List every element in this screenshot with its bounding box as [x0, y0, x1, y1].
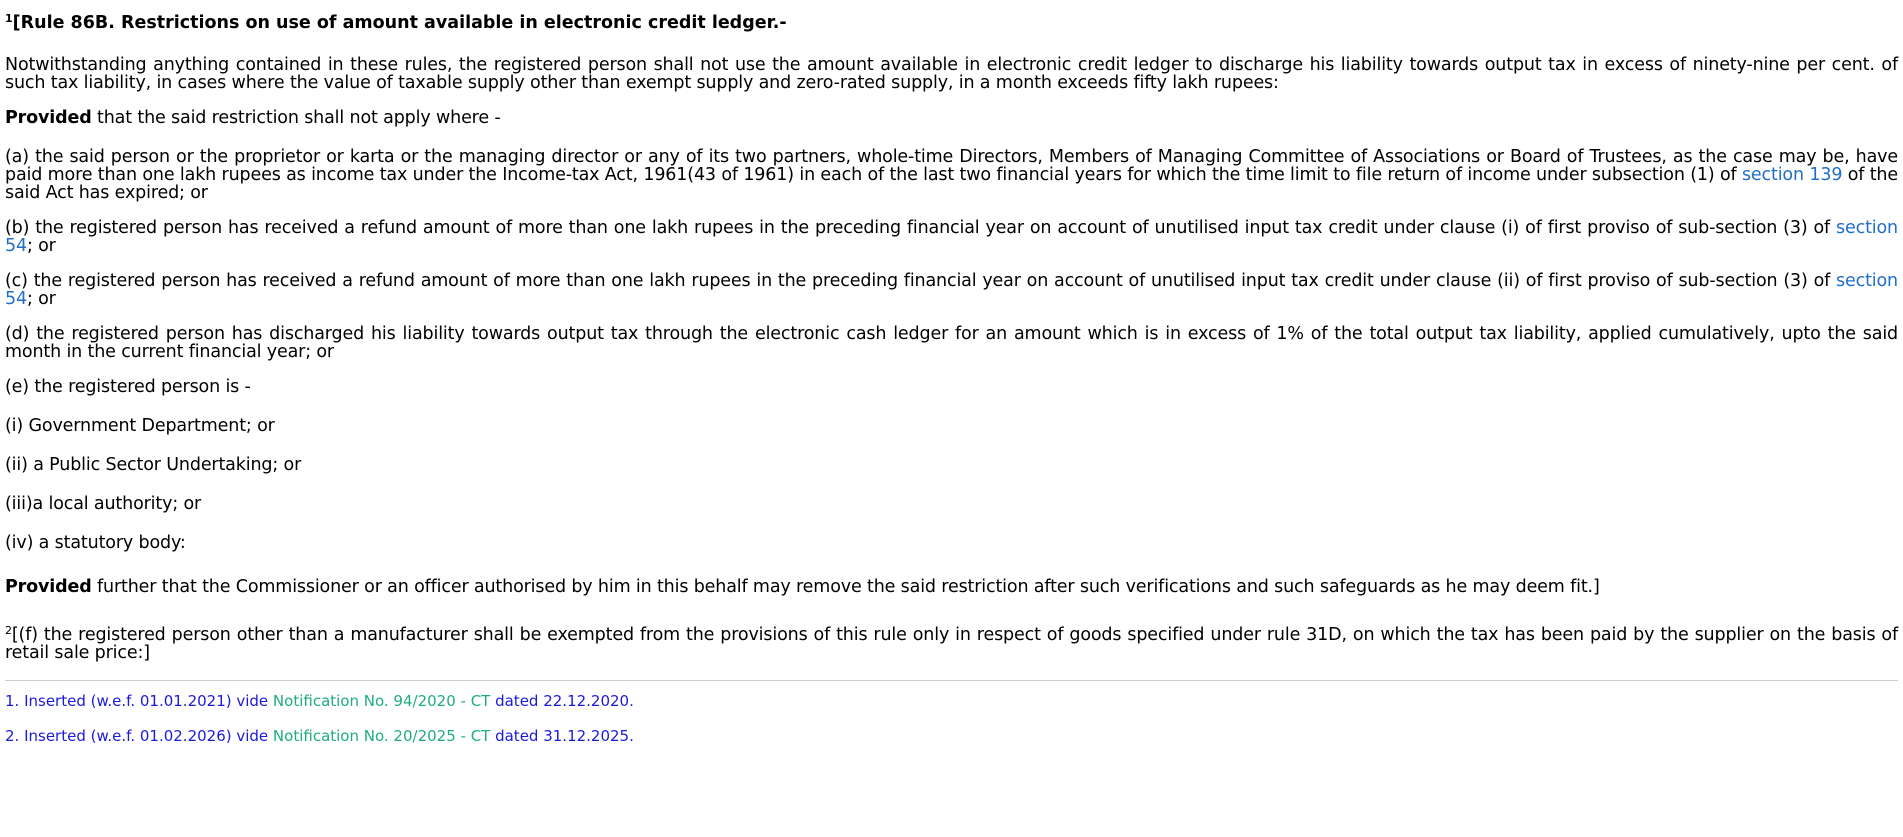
footnote-2-suffix: dated 31.12.2025.: [490, 727, 634, 745]
clause-d: (d) the registered person has discharged his liability towards output tax through the electronic cash ledger for an amount which is in excess of 1% of the total output tax liability, applied cumulatively, upto the said month in the current financial year; or: [5, 324, 1898, 362]
notification-20-2025-link[interactable]: Notification No. 20/2025 - CT: [272, 727, 491, 745]
clause-b-text: (b) the registered person has received a refund amount of more than one lakh rupees in the preceding financial year on account of unutilised input tax credit under clause (i) of first proviso of sub-section (3) of: [5, 218, 1837, 238]
proviso-further-lead: Provided: [5, 577, 92, 597]
clause-b: [5, 219, 1898, 255]
sub-clause-iv: (iv) a statutory body:: [5, 533, 186, 553]
footnote-2-prefix: 2. Inserted (w.e.f. 01.02.2026) vide: [5, 727, 273, 745]
section-54-link[interactable]: section 54: [5, 218, 1898, 256]
footnote-1: [5, 693, 1898, 710]
proviso-text: that the said restriction shall not apply where -: [91, 108, 501, 128]
footnote-marker-1[interactable]: 1: [5, 12, 13, 25]
clause-b-tail: ; or: [26, 236, 56, 256]
section-54-link[interactable]: section 54: [5, 271, 1898, 309]
rule-title-text: [Rule 86B. Restrictions on use of amount available in electronic credit ledger.-: [12, 13, 787, 33]
clause-c-text: (c) the registered person has received a refund amount of more than one lakh rupees in the preceding financial year on account of unutilised input tax credit under clause (ii) of first proviso of sub-section (3) of: [5, 271, 1837, 291]
clause-f: [5, 622, 1898, 662]
clause-f-text: [(f) the registered person other than a manufacturer shall be exempted from the provisions of this rule only in respect of goods specified under rule 31D, on which the tax has been paid by the supplier on the basis of retail sale price:]: [5, 625, 1898, 663]
sub-clause-iii: (iii)a local authority; or: [5, 494, 202, 514]
clause-e: (e) the registered person is -: [5, 377, 251, 397]
footnote-marker-2[interactable]: 2: [5, 624, 12, 637]
proviso-lead: Provided: [5, 108, 92, 128]
notification-94-2020-link[interactable]: Notification No. 94/2020 - CT: [272, 692, 491, 710]
clause-a-text: (a) the said person or the proprietor or karta or the managing director or any of its two partners, whole-time Directors, Members of Managing Committee of Associations or Board of Trustees, as the case may be, have paid more than one lakh rupees as income tax under the Income-tax Act, 1961(43 of 1961) in each of the last two financial years for which the time limit to file return of income under subsection (1) of: [5, 147, 1898, 185]
clause-c: [5, 272, 1898, 308]
proviso-first: [5, 109, 1898, 127]
footnote-1-prefix: 1. Inserted (w.e.f. 01.01.2021) vide: [5, 692, 273, 710]
sub-clause-i: (i) Government Department; or: [5, 416, 275, 436]
footnote-2: [5, 728, 1898, 745]
intro-paragraph: Notwithstanding anything contained in these rules, the registered person shall not use the amount available in electronic credit ledger to discharge his liability towards output tax in excess of ninety-nine per cent. of such tax liability, in cases where the value of taxable supply other than exempt supply and zero-rated supply, in a month exceeds fifty lakh rupees:: [5, 55, 1898, 93]
clause-c-tail: ; or: [26, 289, 56, 309]
proviso-further-text: further that the Commissioner or an officer authorised by him in this behalf may remove the said restriction after such verifications and such safeguards as he may deem fit.]: [91, 577, 1600, 597]
footnote-1-suffix: dated 22.12.2020.: [490, 692, 634, 710]
sub-clause-ii: (ii) a Public Sector Undertaking; or: [5, 455, 302, 475]
footnote-divider: [5, 680, 1898, 681]
proviso-further: [5, 578, 1898, 596]
clause-a-tail: of the said Act has expired; or: [5, 165, 1898, 203]
rule-title: [5, 8, 1898, 34]
clause-a: [5, 148, 1898, 202]
section-139-link[interactable]: section 139: [1741, 165, 1843, 185]
